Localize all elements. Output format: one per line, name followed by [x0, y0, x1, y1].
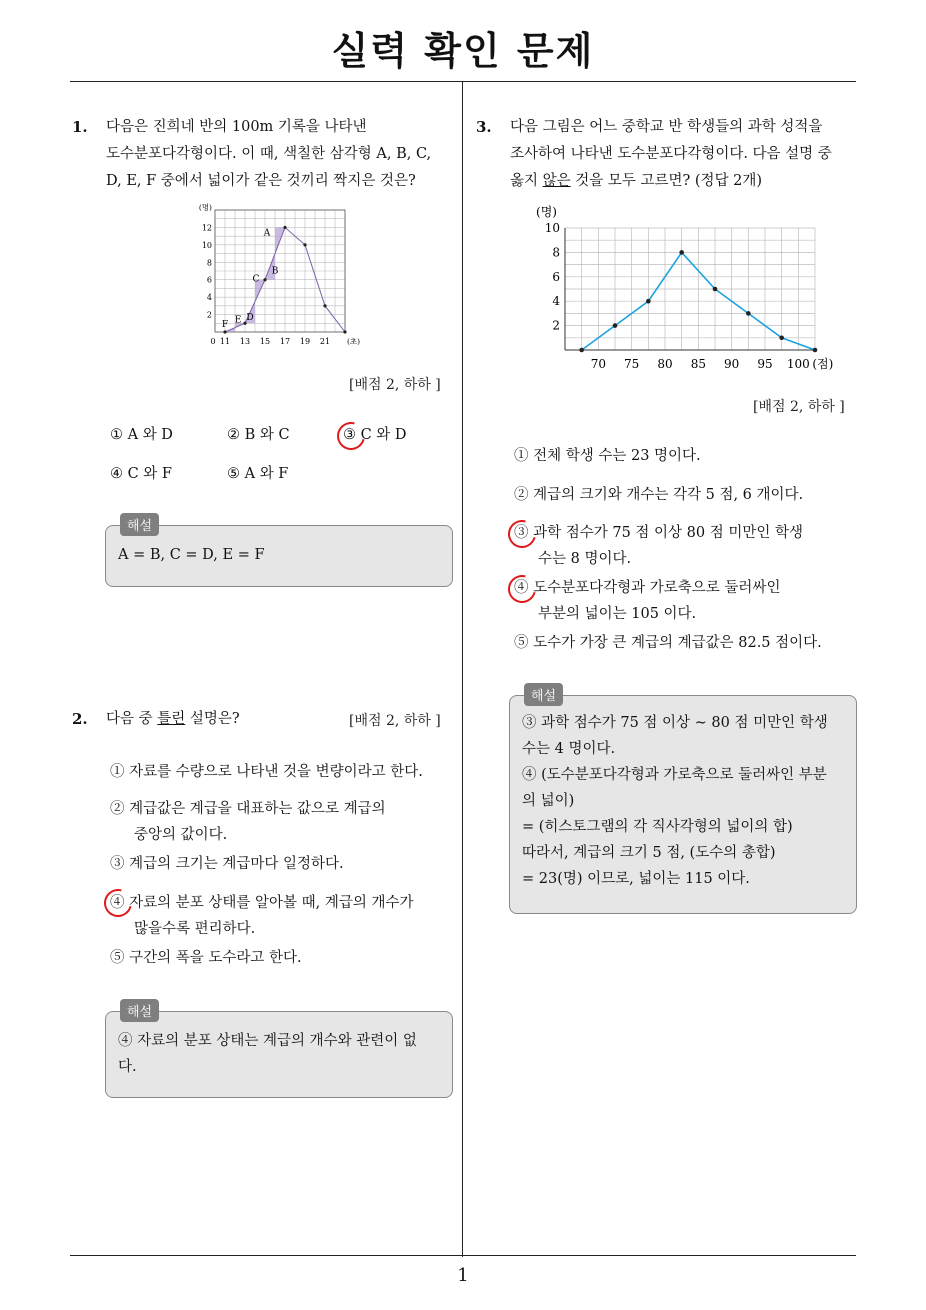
bottom-rule — [70, 1255, 856, 1256]
triangle-label: E — [234, 315, 242, 326]
q3-solution-box — [509, 695, 857, 914]
data-point — [779, 336, 784, 341]
column-divider — [462, 82, 463, 1257]
data-point — [746, 311, 751, 316]
q3-option-1[interactable]: ① 전체 학생 수는 23 명이다. — [514, 448, 701, 464]
q1-stem-line: 다음은 진희네 반의 100m 기록을 나타낸 — [106, 119, 367, 135]
data-point — [323, 304, 326, 307]
q1-stem — [106, 114, 458, 195]
q3-solution-line: = (히스토그램의 각 직사각형의 넓이의 합) — [522, 819, 793, 835]
y-tick-label: 8 — [552, 245, 560, 260]
q1-option-2[interactable]: ② B 와 C — [227, 427, 290, 443]
q2-option-4-cont: 많을수록 편리하다. — [134, 921, 256, 937]
page-number: 1 — [457, 1265, 469, 1286]
data-point — [579, 348, 584, 353]
q3-stem-line: 다음 그림은 어느 중학교 반 학생들의 과학 성적을 — [510, 119, 823, 135]
q3-solution-line: = 23(명) 이므로, 넓이는 115 이다. — [522, 871, 750, 887]
x-tick-label: 15 — [259, 337, 271, 346]
q1-option-3[interactable]: ③ C 와 D — [343, 427, 407, 443]
x-tick-label: 85 — [690, 357, 706, 371]
triangle-label: B — [271, 266, 279, 277]
q3-option-3-cont: 수는 8 명이다. — [538, 551, 632, 567]
data-point — [263, 278, 266, 281]
q3-stem-after: 것을 모두 고르면? (정답 2개) — [570, 173, 763, 189]
q3-solution-label: 해설 — [524, 683, 563, 706]
q2-number: 2. — [72, 710, 88, 728]
data-point — [713, 287, 718, 292]
q3-stem-line: 조사하여 나타낸 도수분포다각형이다. 다음 설명 중 — [510, 146, 832, 162]
q3-option-4[interactable]: ④ 도수분포다각형과 가로축으로 둘러싸인 — [514, 580, 781, 596]
q2-solution-line: ④ 자료의 분포 상태는 계급의 개수와 관련이 없 — [118, 1033, 417, 1049]
x-tick-label: 0 — [210, 337, 216, 346]
q1-option-5[interactable]: ⑤ A 와 F — [227, 466, 289, 482]
q3-stem-before: 옳지 — [510, 173, 543, 189]
data-point — [223, 330, 226, 333]
q2-option-1[interactable]: ① 자료를 수량으로 나타낸 것을 변량이라고 한다. — [110, 764, 423, 780]
x-tick-label: 13 — [239, 337, 251, 346]
q1-solution-label: 해설 — [120, 513, 159, 536]
data-point — [283, 226, 286, 229]
q3-number: 3. — [476, 118, 492, 136]
data-point — [646, 299, 651, 304]
q2-option-3[interactable]: ③ 계급의 크기는 계급마다 일정하다. — [110, 856, 344, 872]
q3-option-2[interactable]: ② 계급의 크기와 개수는 각각 5 점, 6 개이다. — [514, 487, 804, 503]
x-tick-label: 95 — [757, 357, 773, 371]
x-tick-label: 70 — [590, 357, 606, 371]
y-tick-label: 2 — [552, 318, 560, 333]
q1-score: [배점 2, 하하 ] — [349, 377, 441, 393]
q3-solution-line: ④ (도수분포다각형과 가로축으로 둘러싸인 부분 — [522, 767, 827, 783]
q2-option-2-cont: 중앙의 값이다. — [134, 827, 228, 843]
q2-solution-box — [105, 1011, 453, 1098]
q1-stem-line: 도수분포다각형이다. 이 때, 색칠한 삼각형 A, B, C, — [106, 146, 432, 162]
triangle-label: A — [263, 228, 271, 239]
y-tick-label: 2 — [206, 310, 212, 320]
q2-option-5[interactable]: ⑤ 구간의 폭을 도수라고 한다. — [110, 950, 302, 966]
data-point — [813, 348, 818, 353]
q3-solution-line: 따라서, 계급의 크기 5 점, (도수의 총합) — [522, 845, 776, 861]
q3-stem — [510, 114, 856, 195]
q1-number: 1. — [72, 118, 88, 136]
y-tick-label: 12 — [201, 223, 212, 233]
y-tick-label: 8 — [206, 258, 212, 268]
x-tick-label: 90 — [724, 357, 740, 371]
q2-stem-underlined: 틀린 — [157, 711, 186, 727]
q3-solution-line: ③ 과학 점수가 75 점 이상 ∼ 80 점 미만인 학생 — [522, 715, 828, 731]
data-point — [303, 243, 306, 246]
q1-option-4[interactable]: ④ C 와 F — [110, 466, 172, 482]
x-tick-label: 21 — [319, 337, 331, 346]
q3-stem-line3 — [510, 168, 856, 195]
q1-option-1[interactable]: ① A 와 D — [110, 427, 173, 443]
q2-score: [배점 2, 하하 ] — [349, 713, 441, 729]
q1-polygon-chart — [198, 200, 368, 352]
x-axis-label: (점) — [812, 357, 834, 371]
q1-solution-text: A = B, C = D, E = F — [118, 547, 265, 563]
data-point — [679, 250, 684, 255]
q3-option-5[interactable]: ⑤ 도수가 가장 큰 계급의 계급값은 82.5 점이다. — [514, 635, 822, 651]
data-point — [343, 330, 346, 333]
q2-solution-line: 다. — [118, 1059, 137, 1075]
x-tick-label: 19 — [299, 337, 311, 346]
q2-option-4[interactable]: ④ 자료의 분포 상태를 알아볼 때, 계급의 개수가 — [110, 895, 414, 911]
y-axis-label: (명) — [198, 203, 212, 212]
q2-stem — [106, 706, 240, 733]
triangle-label: F — [221, 319, 229, 330]
y-tick-label: 6 — [206, 275, 212, 285]
y-tick-label: 4 — [552, 294, 560, 309]
data-point — [613, 323, 618, 328]
y-tick-label: 6 — [552, 269, 560, 284]
y-tick-label: 10 — [544, 221, 560, 235]
x-tick-label: 11 — [219, 337, 231, 346]
q3-solution-line: 의 넓이) — [522, 793, 575, 809]
triangle-label: C — [252, 274, 260, 285]
x-tick-label: 100 — [786, 357, 810, 371]
q2-stem-before: 다음 중 — [106, 711, 158, 727]
q3-score: [배점 2, 하하 ] — [753, 399, 845, 415]
triangle-label: D — [246, 312, 254, 323]
x-tick-label: 17 — [279, 337, 291, 346]
q3-solution-line: 수는 4 명이다. — [522, 741, 616, 757]
x-tick-label: 75 — [624, 357, 640, 371]
x-axis-label: (초) — [347, 337, 361, 346]
y-axis-label: (명) — [536, 205, 557, 219]
page-title: 실력 확인 문제 — [331, 29, 595, 73]
q2-stem-after: 설명은? — [185, 711, 240, 727]
y-tick-label: 4 — [206, 293, 212, 303]
q3-option-3[interactable]: ③ 과학 점수가 75 점 이상 80 점 미만인 학생 — [514, 525, 803, 541]
q3-polygon-chart — [530, 203, 840, 378]
q3-stem-underlined: 않은 — [542, 173, 571, 189]
y-tick-label: 10 — [201, 240, 212, 250]
q2-solution-label: 해설 — [120, 999, 159, 1022]
q1-stem-line: D, E, F 중에서 넓이가 같은 것끼리 짝지은 것은? — [106, 173, 416, 189]
q2-option-2[interactable]: ② 계급값은 계급을 대표하는 값으로 계급의 — [110, 801, 386, 817]
top-rule — [70, 81, 856, 82]
q3-option-4-cont: 부분의 넓이는 105 이다. — [538, 606, 697, 622]
x-tick-label: 80 — [657, 357, 673, 371]
